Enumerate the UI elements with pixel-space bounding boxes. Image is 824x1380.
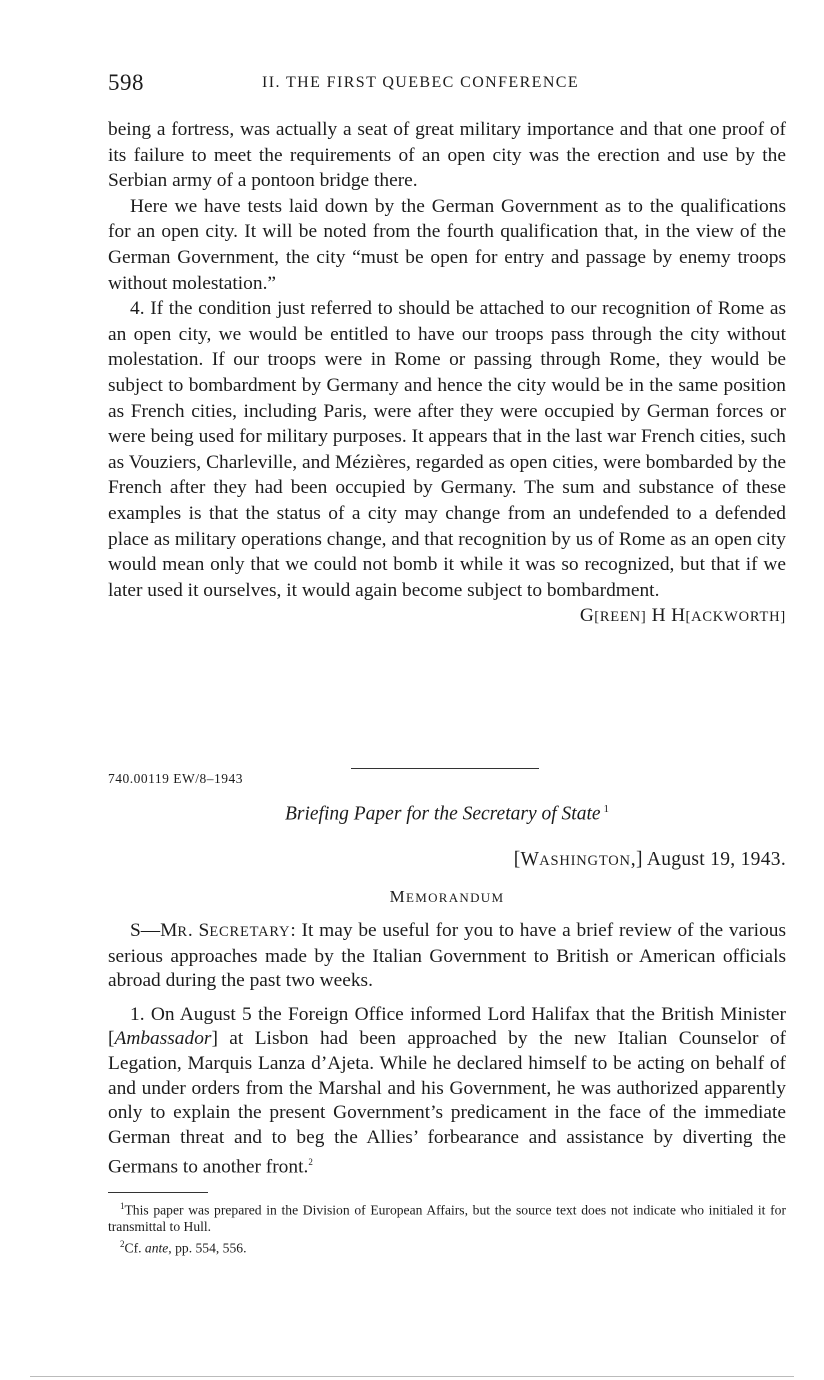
footnote: $^2$Cf. ante, pp. 554, 556. (120, 1238, 247, 1256)
paragraph: S—MR. SECRETARY: It may be useful for you to have a brief review of the various serious approaches made by the Italian Government to British or American officials abroad during the past two weeks. (108, 920, 787, 992)
footnote-rule (108, 1192, 208, 1193)
page-bottom-edge (30, 1376, 794, 1377)
memorandum-body (108, 919, 786, 1180)
paragraph: being a fortress, was actually a seat of great military importance and that one proof of its failure to meet the requirements of an open city was the erection and use by the Serbian army of a pontoon bridge there. (108, 119, 786, 192)
footnotes (108, 1198, 786, 1257)
running-head: II. THE FIRST QUEBEC CONFERENCE (262, 74, 580, 91)
continued-document-body (108, 117, 786, 631)
footnote-ref: 1 (603, 803, 610, 815)
page-number: 598 (108, 70, 144, 95)
footnote-ref: 2 (308, 1157, 313, 1168)
footnote: $^1$This paper was prepared in the Division of European Affairs, but the source text does not indicate who initialed it for transmittal to Hull. (108, 1201, 786, 1235)
section-divider (351, 768, 539, 769)
paragraph: 4. If the condition just referred to should be attached to our recognition of Rome as an open city, we would be entitled to have our troops pass through the city without molestation. If our troops were in Rome or passing through Rome, they would be subject to bombardment by Germany and hence the city would be in the same position as French cities, including Paris, were after they were occupied by German forces or were being used for military purposes. It appears that in the last war French cities, such as Vouziers, Charleville, and Mézières, regarded as open cities, were bombarded by the French after they had been occupied by Germany. The sum and substance of these examples is that the status of a city may change from an undefended to a defended place as military operations change, and that recognition by us of Rome as an open city would mean only that we could not bomb it while it was so recognized, but that if we later used it ourselves, it would again become subject to bombardment. (108, 298, 786, 601)
document-title: Briefing Paper for the Secretary of State $^1$ (284, 803, 610, 825)
dateline: [WASHINGTON,] August 19, 1943. (513, 849, 786, 870)
salutation: S—MR. SECRETARY: (130, 920, 296, 941)
signature: G[REEN] H H[ACKWORTH] (579, 605, 786, 627)
file-reference: 740.00119 EW/8–1943 (108, 771, 243, 786)
paragraph: Here we have tests laid down by the German Government as to the qualifications for an open city. It will be noted from the fourth qualification that, in the view of the German Government, the city “must be open for entry and passage by enemy troops without molestation.” (108, 195, 786, 294)
page-header (108, 70, 786, 98)
memorandum-heading: MEMORANDUM (389, 887, 505, 906)
paragraph: 1. On August 5 the Foreign Office informed Lord Halifax that the British Minister [Ambassador] at Lisbon had been approached by the new Italian Counselor of Legation, Marquis Lanza d’Ajeta. While he declared himself to be acting on behalf of and under orders from the Marshal and his Government, he was authorized apparently only to explain the present Government’s predicament in the face of the immediate German threat and to beg the Allies’ forbearance and assistance by diverting the Germans to another front.$^2$ (108, 1003, 786, 1178)
